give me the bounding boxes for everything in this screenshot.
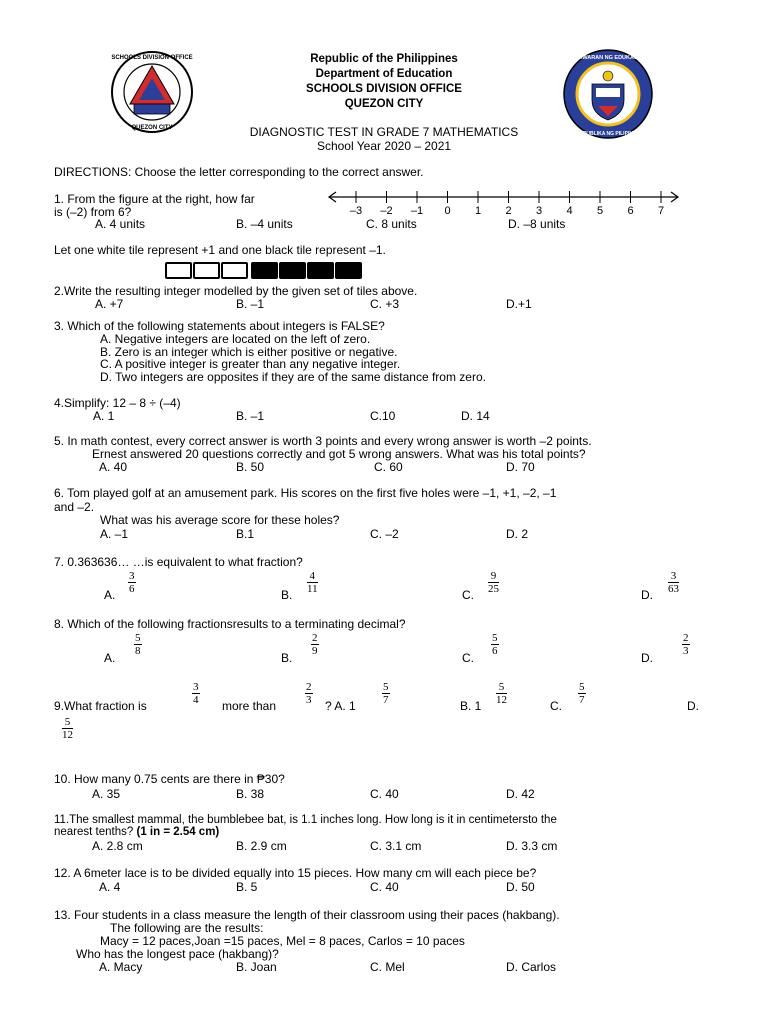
numerator: 3 xyxy=(129,570,135,582)
q9-option-a: ? A. 1 xyxy=(325,699,356,713)
q4-option-d: D. 14 xyxy=(461,409,490,423)
q9-fraction-d xyxy=(62,716,73,741)
q1-option-c: C. 8 units xyxy=(366,217,417,231)
q13-option-a: A. Macy xyxy=(99,960,143,974)
q6-text-line1: 6. Tom played golf at an amusement park. His scores on the first five holes were –1, +1, –2, –1 xyxy=(54,486,557,500)
denominator: 11 xyxy=(307,583,318,595)
number-line-label: –3 xyxy=(349,205,363,217)
q9-fraction-a xyxy=(382,681,390,706)
q5-option-a: A. 40 xyxy=(99,460,128,474)
q5-text-line2: Ernest answered 20 questions correctly and got 5 wrong answers. What was his total points? xyxy=(92,447,586,461)
q9-fraction-given-1 xyxy=(192,681,200,706)
numerator: 9 xyxy=(488,570,499,583)
q3-option-b: B. Zero is an integer which is either positive or negative. xyxy=(100,345,398,359)
numerator: 2 xyxy=(306,681,312,693)
q13-text-line4: Who has the longest pace (hakbang)? xyxy=(76,947,279,961)
q6-option-d: D. 2 xyxy=(506,527,529,541)
number-line-label: 5 xyxy=(596,205,604,217)
q4-option-c: C.10 xyxy=(370,409,396,423)
numerator: 4 xyxy=(307,570,318,583)
q7-text: 7. 0.363636… …is equivalent to what fraction? xyxy=(54,555,303,569)
directions: DIRECTIONS: Choose the letter corresponding to the correct answer. xyxy=(54,165,424,179)
q3-option-a: A. Negative integers are located on the left of zero. xyxy=(100,332,371,346)
numerator: 3 xyxy=(193,681,199,693)
numerator: 5 xyxy=(579,681,585,693)
numerator: 5 xyxy=(62,716,73,729)
q8-option-d: D. xyxy=(641,651,653,665)
numerator: 2 xyxy=(683,632,689,644)
number-line-label: 7 xyxy=(657,205,665,217)
q6-text-line3: What was his average score for these holes? xyxy=(100,513,340,527)
denominator: 3 xyxy=(683,645,689,657)
q9-text-part2: more than xyxy=(222,699,277,713)
q11-text-nearest: nearest tenths? xyxy=(54,826,134,838)
q4-text: 4.Simplify: 12 – 8 ÷ (–4) xyxy=(54,396,181,410)
q12-option-c: C. 40 xyxy=(370,880,399,894)
q13-option-b: B. Joan xyxy=(236,960,277,974)
q2-option-c: C. +3 xyxy=(370,297,400,311)
denominator: 3 xyxy=(306,694,312,706)
q7-fraction-c xyxy=(488,570,499,595)
denominator: 8 xyxy=(135,645,141,657)
q7-fraction-a xyxy=(128,570,136,595)
q5-option-d: D. 70 xyxy=(506,460,535,474)
black-tile xyxy=(279,262,306,279)
q5-option-b: B. 50 xyxy=(236,460,265,474)
q7-fraction-d xyxy=(668,570,679,595)
white-tile xyxy=(165,262,192,279)
denominator: 9 xyxy=(312,645,318,657)
q3-option-c: C. A positive integer is greater than any negative integer. xyxy=(100,357,401,371)
black-tile xyxy=(335,262,362,279)
q12-option-b: B. 5 xyxy=(236,880,258,894)
q13-text-line1: 13. Four students in a class measure the length of their classroom using their paces (hakbang). xyxy=(54,908,560,922)
q11-conversion: (1 in = 2.54 cm) xyxy=(136,826,220,838)
denominator: 25 xyxy=(488,583,499,595)
number-line-label: 4 xyxy=(566,205,573,217)
numerator: 2 xyxy=(312,632,318,644)
deped-seal-text-bottom: REPUBLIKA NG PILIPINAS xyxy=(576,131,640,137)
q10-text: 10. How many 0.75 cents are there in ₱30? xyxy=(54,772,285,786)
q7-option-a: A. xyxy=(104,588,116,602)
q9-text-part1: 9.What fraction is xyxy=(54,699,147,713)
seal-text-bottom: QUEZON CITY xyxy=(131,125,173,131)
q6-option-b: B.1 xyxy=(236,527,255,541)
q12-text: 12. A 6meter lace is to be divided equally into 15 pieces. How many cm will each piece be? xyxy=(54,866,537,880)
seal-text-top: SCHOOLS DIVISION OFFICE xyxy=(111,55,193,61)
q10-option-b: B. 38 xyxy=(236,787,265,801)
q11-option-c: C. 3.1 cm xyxy=(370,839,422,853)
header-department: Department of Education xyxy=(315,68,453,80)
q4-option-a: A. 1 xyxy=(93,409,115,423)
denominator: 12 xyxy=(62,729,73,741)
q8-fraction-d xyxy=(682,632,690,657)
q8-option-a: A. xyxy=(104,651,116,665)
denominator: 4 xyxy=(193,694,199,706)
q1-option-a: A. 4 units xyxy=(95,217,146,231)
number-line-label: 1 xyxy=(474,205,482,217)
q10-option-d: D. 42 xyxy=(506,787,535,801)
q3-option-d: D. Two integers are opposites if they are of the same distance from zero. xyxy=(100,370,486,384)
q2-option-d: D.+1 xyxy=(506,297,532,311)
q12-option-d: D. 50 xyxy=(506,880,535,894)
white-tile xyxy=(221,262,248,279)
q11-text-line2 xyxy=(54,826,219,838)
school-year: School Year 2020 – 2021 xyxy=(316,139,452,153)
q1-option-b: B. –4 units xyxy=(236,217,293,231)
q13-option-c: C. Mel xyxy=(370,960,405,974)
q3-text: 3. Which of the following statements about integers is FALSE? xyxy=(54,319,385,333)
q7-option-c: C. xyxy=(462,588,474,602)
number-line-label: 0 xyxy=(444,205,451,217)
q9-option-d: D. xyxy=(687,699,699,713)
q9-fraction-c xyxy=(578,681,586,706)
q8-fraction-a xyxy=(134,632,142,657)
denominator: 7 xyxy=(579,694,585,706)
white-tile xyxy=(193,262,220,279)
q1-option-d: D. –8 units xyxy=(508,217,566,231)
q10-option-a: A. 35 xyxy=(92,787,121,801)
q7-option-b: B. xyxy=(281,588,293,602)
number-line-label: 2 xyxy=(505,205,512,217)
q7-option-d: D. xyxy=(641,588,653,602)
q8-fraction-b xyxy=(311,632,319,657)
denominator: 12 xyxy=(496,694,507,706)
numerator: 5 xyxy=(135,632,141,644)
q8-option-c: C. xyxy=(462,651,474,665)
q9-option-c: C. xyxy=(550,699,562,713)
number-line-label: 6 xyxy=(627,205,634,217)
numerator: 5 xyxy=(492,632,498,644)
q11-option-b: B. 2.9 cm xyxy=(236,839,287,853)
q5-option-c: C. 60 xyxy=(374,460,403,474)
q12-option-a: A. 4 xyxy=(99,880,121,894)
q8-option-b: B. xyxy=(281,651,293,665)
q2-option-a: A. +7 xyxy=(95,297,124,311)
black-tile xyxy=(251,262,278,279)
denominator: 6 xyxy=(492,645,498,657)
q11-text-line1: 11.The smallest mammal, the bumblebee bat, is 1.1 inches long. How long is it in centimetersto the xyxy=(54,814,557,826)
q2-option-b: B. –1 xyxy=(236,297,265,311)
number-line-label: –1 xyxy=(410,205,424,217)
q6-text-line2: and –2. xyxy=(54,500,95,514)
q2-text: 2.Write the resulting integer modelled by the given set of tiles above. xyxy=(54,284,418,298)
numerator: 3 xyxy=(668,570,679,583)
q1-text-line2: is (–2) from 6? xyxy=(54,205,132,219)
q7-fraction-b xyxy=(307,570,318,595)
tiles-intro: Let one white tile represent +1 and one black tile represent –1. xyxy=(54,243,386,257)
q9-option-b: B. 1 xyxy=(460,699,482,713)
q6-option-c: C. –2 xyxy=(370,527,399,541)
number-line-label: –2 xyxy=(380,205,393,217)
q4-option-b: B. –1 xyxy=(236,409,265,423)
numerator: 5 xyxy=(383,681,389,693)
header-city: QUEZON CITY xyxy=(344,98,424,110)
q8-fraction-c xyxy=(491,632,499,657)
q13-text-line3: Macy = 12 paces,Joan =15 paces, Mel = 8 paces, Carlos = 10 paces xyxy=(100,934,465,948)
q13-text-line2: The following are the results: xyxy=(110,921,264,935)
q11-option-a: A. 2.8 cm xyxy=(92,839,143,853)
q6-option-a: A. –1 xyxy=(100,527,129,541)
denominator: 7 xyxy=(383,694,389,706)
q5-text-line1: 5. In math contest, every correct answer is worth 3 points and every wrong answer is worth –2 points. xyxy=(54,434,592,448)
test-title: DIAGNOSTIC TEST IN GRADE 7 MATHEMATICS xyxy=(249,125,519,139)
black-tile xyxy=(307,262,334,279)
q9-fraction-given-2 xyxy=(305,681,313,706)
denominator: 63 xyxy=(668,583,679,595)
deped-seal-text-top: KAGAWARAN NG EDUKASYON xyxy=(566,55,650,61)
q11-option-d: D. 3.3 cm xyxy=(506,839,558,853)
q1-text-line1: 1. From the figure at the right, how far xyxy=(54,192,255,206)
header-republic: Republic of the Philippines xyxy=(310,53,458,65)
q9-fraction-b xyxy=(496,681,507,706)
q13-option-d: D. Carlos xyxy=(506,960,557,974)
q10-option-c: C. 40 xyxy=(370,787,399,801)
header-division-office: SCHOOLS DIVISION OFFICE xyxy=(306,83,462,95)
number-line xyxy=(326,188,682,218)
numerator: 5 xyxy=(496,681,507,694)
q8-text: 8. Which of the following fractionsresults to a terminating decimal? xyxy=(54,617,406,631)
number-line-label: 3 xyxy=(535,205,543,217)
denominator: 6 xyxy=(129,583,135,595)
